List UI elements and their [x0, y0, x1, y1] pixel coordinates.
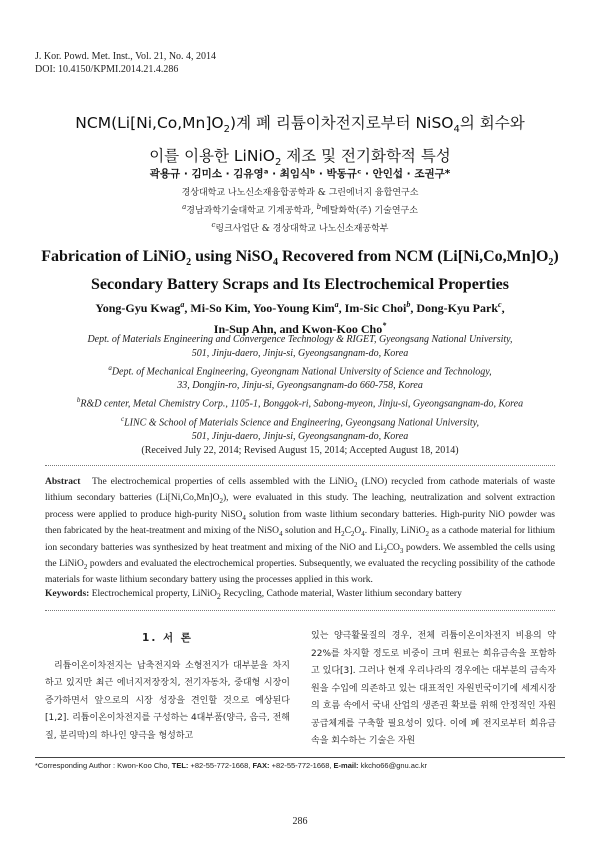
body-column-left — [45, 630, 290, 745]
body-paragraph: 리튬이온이차전지는 납축전지와 소형전지가 대부분을 차지하고 있지만 최근 에너지저장장치, 전기자동차, 중대형 시장이 증가하면서 앞으로의 시장 성장을 견인할 것으로 예상된다[1,2]. 리튬이온이차전지를 구성하는 4대부품(양극, 음극, 전해질, 분리막)의 하나인 양극을 형성하고 — [45, 660, 290, 741]
body-paragraph: 있는 양극활물질의 경우, 전체 리튬이온이차전지 비용의 약 22%를 차지할 정도로 비중이 크며 원료는 희유금속을 포함하고 있다[3]. 그러나 현재 우리나라의 경우에는 대부분의 금속자원을 수입에 의존하고 있는 대표적인 자원빈국이기에 세계시장의 흐름 속에서 국내 산업의 생존권 확보를 위해 안정적인 자원공급체계를 구축할 필요성이 있다. 이에 폐 전지로부터 희유금속을 회수하는 기술은 자원 — [311, 631, 556, 746]
footnote-rule — [35, 757, 565, 758]
korean-title-line2: 이를 이용한 LiNiO$_2$ 제조 및 전기화학적 특성 — [149, 147, 451, 169]
korean-authors: 곽용규 · 김미소 · 김유영ᵃ · 최임식ᵇ · 박동규ᶜ · 안인섭 · 조권구* — [149, 168, 451, 180]
english-title-line1: Fabrication of LiNiO$_2$ using NiSO$_4$ Recovered from NCM $(Li[Ni,Co,Mn]O_2)$ — [41, 248, 559, 269]
received-dates: (Received July 22, 2014; Revised August 15, 2014; Accepted August 18, 2014) — [141, 444, 459, 456]
keywords: Keywords: Electrochemical property, LiNiO$_2$ Recycling, Cathode material, Waster lithium secondary battery — [45, 589, 462, 601]
english-affiliations: Dept. of Materials Engineering and Convergence Technology & RIGET, Gyeongsang National University, 501, Jinju-daero, Jinju-si, Gyeongsangnam-do, Korea $^a$Dept. of Mechanical Engineering, Gyeongnam National University of Science and Technology, 33, Dongjin-ro, Jinju-si, Gyeongsangnam-do 660-758, Korea $^b$R&D center, Metal Chemistry Corp., 1105-1, Bonggok-ri, Sabong-myeon, Jinju-si, Gyeongsangnam-do, Korea $^c$LINC & School of Materials Science and Engineering, Gyeongsang National University, 501, Jinju-daero, Jinju-si, Gyeongsangnam-do, Korea (Received July 22, 2014; Revised August 15, 2014; Accepted August 18, 2014) — [0, 333, 600, 458]
korean-title-line1: $NCM(Li[Ni,Co,Mn]O_2)$계 폐 리튬이차전지로부터 NiSO$_4$의 회수와 — [75, 114, 525, 136]
journal-header — [35, 50, 216, 76]
page-number: 286 — [292, 816, 308, 827]
journal-citation: J. Kor. Powd. Met. Inst., Vol. 21, No. 4, 2014 — [35, 51, 217, 62]
section-heading: 1. 서 론 — [142, 632, 193, 644]
body-column-right — [311, 628, 556, 751]
english-authors: Yong-Gyu Kwag$^a$, Mi-So Kim, Yoo-Young Kim$^a$, Im-Sic Choi$^b$, Dong-Kyu Park$^c$, In-Sup Ahn, and Kwon-Koo Cho* — [95, 300, 505, 336]
keywords-label: Keywords: — [45, 589, 90, 599]
dotted-divider-bottom — [45, 610, 555, 611]
abstract: Abstract The electrochemical properties of cells assembled with the LiNiO$_2$ (LNO) recycled from cathode materials of waste lithium secondary batteries $(Li[Ni,Co,Mn]O_2)$, were evaluated in this study. The leaching, neutralization and solvent extraction process were applied to produce high-purity NiSO$_4$ solution from waste lithium secondary batteries. High-purity NiO powder was then fabricated by the heat-treatment and mixing of the NiSO$_4$ solution and $H_2C_2O_4$. Finally, LiNiO$_2$ as a cathode material for lithium ion secondary batteries was synthesized by heat treatment and mixing of the NiO and $Li_2CO_3$ powders. We assembled the cells using the LiNiO$_2$ powders and evaluated the electrochemical properties. Subsequently, we evaluated the recycling possibility of the cathode materials for waste lithium secondary battery using the processes applied in this work. — [45, 477, 556, 586]
korean-affiliations: 경상대학교 나노신소재융합공학과 & 그린에너지 융합연구소 $^a$경남과학기술대학교 기계공학과, $^b$메탈화학(주) 기술연구소 $^c$링크사업단 & 경상대학교 나노신소재공학부 — [181, 188, 419, 234]
english-title — [0, 246, 600, 296]
english-title-line2: Secondary Battery Scraps and Its Electrochemical Properties — [90, 276, 509, 294]
corresponding-author-footnote: *Corresponding Author : Kwon-Koo Cho, TEL: +82-55-772-1668, FAX: +82-55-772-1668, E-mail: kkcho66@gnu.ac.kr — [35, 761, 428, 770]
abstract-label: Abstract — [45, 477, 81, 487]
dotted-divider-top — [45, 465, 555, 466]
doi: DOI: 10.4150/KPMI.2014.21.4.286 — [35, 64, 179, 75]
